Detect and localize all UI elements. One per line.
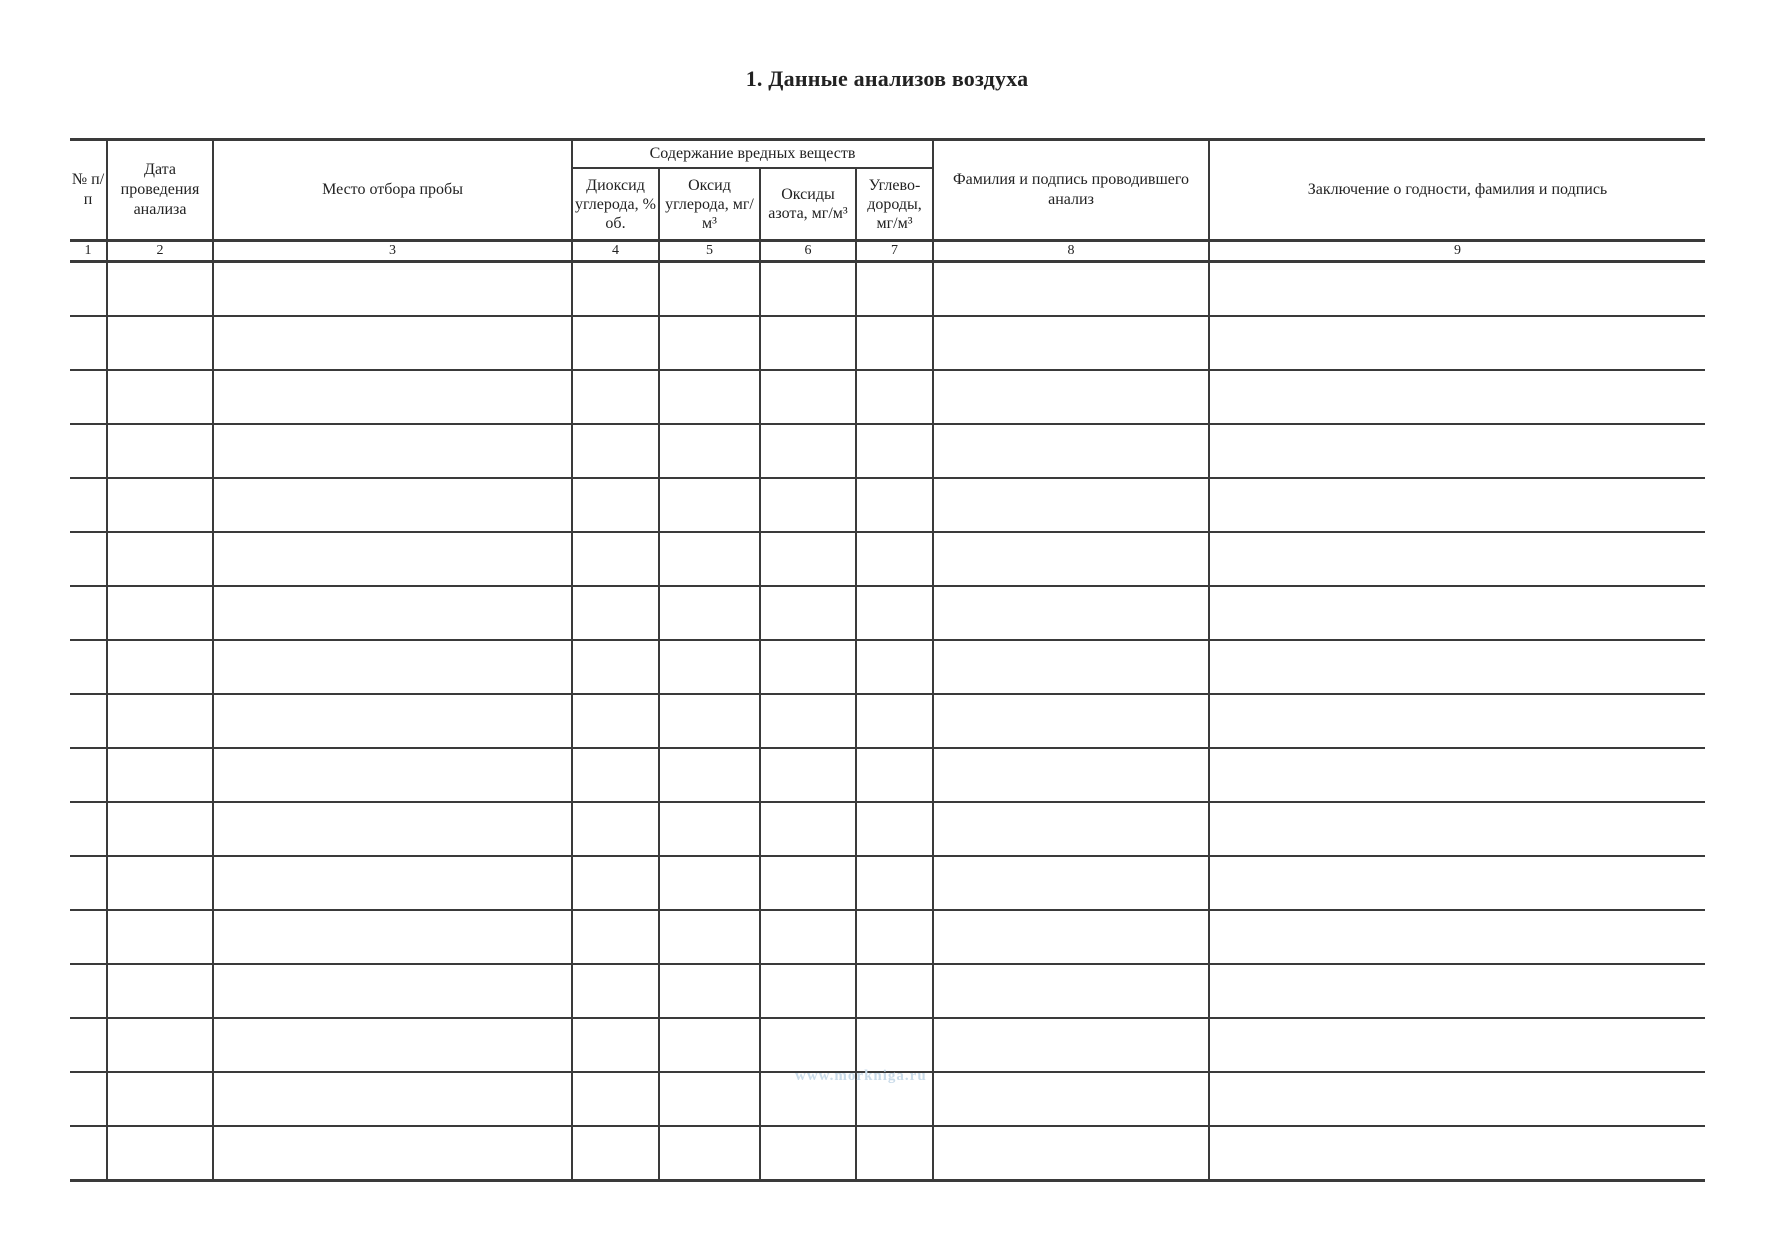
table-cell[interactable] (213, 370, 572, 424)
table-cell[interactable] (70, 856, 107, 910)
table-cell[interactable] (760, 640, 856, 694)
table-cell[interactable] (760, 1018, 856, 1072)
table-cell[interactable] (760, 370, 856, 424)
table-cell[interactable] (856, 532, 933, 586)
table-cell[interactable] (572, 424, 659, 478)
table-row (70, 1018, 1705, 1072)
table-cell[interactable] (572, 694, 659, 748)
table-cell[interactable] (70, 802, 107, 856)
table-cell[interactable] (933, 370, 1209, 424)
table-cell[interactable] (213, 262, 572, 317)
table-row (70, 316, 1705, 370)
header-hydrocarbons: Углево-дороды, мг/м³ (856, 168, 933, 241)
table-cell[interactable] (856, 478, 933, 532)
table-cell[interactable] (1209, 1072, 1705, 1126)
table-cell[interactable] (213, 1126, 572, 1181)
table-cell[interactable] (760, 1126, 856, 1181)
table-cell[interactable] (213, 964, 572, 1018)
table-cell[interactable] (856, 262, 933, 317)
column-number: 3 (213, 241, 572, 262)
table-cell[interactable] (572, 964, 659, 1018)
table-cell[interactable] (213, 586, 572, 640)
table-cell[interactable] (933, 532, 1209, 586)
table-cell[interactable] (107, 640, 213, 694)
table-row (70, 262, 1705, 317)
table-cell[interactable] (760, 802, 856, 856)
table-cell[interactable] (856, 316, 933, 370)
table-row (70, 694, 1705, 748)
table-cell[interactable] (933, 640, 1209, 694)
table-cell[interactable] (659, 964, 760, 1018)
table-row (70, 910, 1705, 964)
table-cell[interactable] (107, 856, 213, 910)
table-cell[interactable] (659, 424, 760, 478)
table-cell[interactable] (107, 910, 213, 964)
table-cell[interactable] (856, 1126, 933, 1181)
table-cell[interactable] (70, 1126, 107, 1181)
table-row (70, 802, 1705, 856)
column-number: 2 (107, 241, 213, 262)
table-cell[interactable] (856, 856, 933, 910)
table-row (70, 964, 1705, 1018)
table-row (70, 424, 1705, 478)
table-cell[interactable] (572, 316, 659, 370)
table-cell[interactable] (760, 532, 856, 586)
header-co: Оксид углерода, мг/м³ (659, 168, 760, 241)
table-cell[interactable] (933, 802, 1209, 856)
table-cell[interactable] (1209, 802, 1705, 856)
table-cell[interactable] (107, 478, 213, 532)
table-cell[interactable] (856, 964, 933, 1018)
table-cell[interactable] (70, 586, 107, 640)
table-cell[interactable] (572, 1018, 659, 1072)
table-cell[interactable] (1209, 964, 1705, 1018)
table-cell[interactable] (856, 424, 933, 478)
table-cell[interactable] (70, 478, 107, 532)
table-row (70, 370, 1705, 424)
table-cell[interactable] (760, 262, 856, 317)
table-row (70, 748, 1705, 802)
column-number: 6 (760, 241, 856, 262)
table-cell[interactable] (107, 802, 213, 856)
table-cell[interactable] (659, 586, 760, 640)
table-row (70, 640, 1705, 694)
header-harmful-substances: Содержание вредных веществ (572, 140, 933, 169)
table-cell[interactable] (70, 370, 107, 424)
table-cell[interactable] (572, 586, 659, 640)
table-cell[interactable] (107, 262, 213, 317)
table-cell[interactable] (70, 532, 107, 586)
table-cell[interactable] (760, 964, 856, 1018)
watermark: www.morkniga.ru (795, 1068, 927, 1084)
table-cell[interactable] (760, 586, 856, 640)
table-cell[interactable] (856, 370, 933, 424)
table-row (70, 856, 1705, 910)
table-cell[interactable] (659, 532, 760, 586)
table-cell[interactable] (1209, 586, 1705, 640)
table-cell[interactable] (107, 694, 213, 748)
table-cell[interactable] (760, 910, 856, 964)
table-cell[interactable] (213, 478, 572, 532)
table-cell[interactable] (933, 1072, 1209, 1126)
column-number: 8 (933, 241, 1209, 262)
column-number: 1 (70, 241, 107, 262)
column-number: 5 (659, 241, 760, 262)
table-cell[interactable] (659, 1018, 760, 1072)
table-cell[interactable] (572, 802, 659, 856)
table-cell[interactable] (213, 856, 572, 910)
table-cell[interactable] (572, 532, 659, 586)
table-cell[interactable] (760, 856, 856, 910)
header-nox: Оксиды азота, мг/м³ (760, 168, 856, 241)
table-cell[interactable] (572, 370, 659, 424)
table-cell[interactable] (572, 748, 659, 802)
table-cell[interactable] (933, 1126, 1209, 1181)
header-date: Дата проведения анализа (107, 140, 213, 241)
table-cell[interactable] (70, 910, 107, 964)
table-cell[interactable] (659, 802, 760, 856)
table-cell[interactable] (70, 1018, 107, 1072)
table-row (70, 1126, 1705, 1181)
table-cell[interactable] (856, 586, 933, 640)
table-cell[interactable] (107, 1126, 213, 1181)
table-cell[interactable] (856, 748, 933, 802)
table-cell[interactable] (933, 316, 1209, 370)
table-cell[interactable] (213, 532, 572, 586)
table-cell[interactable] (760, 694, 856, 748)
header-analyst: Фамилия и подпись проводившего анализ (933, 140, 1209, 241)
table-cell[interactable] (572, 1126, 659, 1181)
table-row (70, 478, 1705, 532)
page-title: 1. Данные анализов воздуха (745, 66, 1029, 91)
table-cell[interactable] (70, 694, 107, 748)
table-cell[interactable] (659, 370, 760, 424)
table-cell[interactable] (107, 748, 213, 802)
table-cell[interactable] (213, 316, 572, 370)
table-cell[interactable] (1209, 1126, 1705, 1181)
air-analysis-table (70, 138, 1705, 1182)
table-cell[interactable] (70, 640, 107, 694)
table-cell[interactable] (659, 640, 760, 694)
table-cell[interactable] (933, 1018, 1209, 1072)
table-cell[interactable] (659, 478, 760, 532)
table-cell[interactable] (1209, 640, 1705, 694)
table-cell[interactable] (933, 586, 1209, 640)
table-cell[interactable] (70, 424, 107, 478)
table-cell[interactable] (659, 856, 760, 910)
table-cell[interactable] (856, 1018, 933, 1072)
table-cell[interactable] (760, 424, 856, 478)
table-cell[interactable] (659, 694, 760, 748)
table-cell[interactable] (213, 910, 572, 964)
table-cell[interactable] (572, 910, 659, 964)
table-cell[interactable] (213, 748, 572, 802)
table-cell[interactable] (213, 1018, 572, 1072)
table-cell[interactable] (856, 802, 933, 856)
header-co2: Диоксид углерода, % об. (572, 168, 659, 241)
table-cell[interactable] (1209, 1018, 1705, 1072)
table-cell[interactable] (933, 262, 1209, 317)
table-cell[interactable] (856, 694, 933, 748)
table-cell[interactable] (856, 910, 933, 964)
table-cell[interactable] (1209, 262, 1705, 317)
table-cell[interactable] (107, 370, 213, 424)
table-cell[interactable] (107, 424, 213, 478)
table-cell[interactable] (572, 856, 659, 910)
table-cell[interactable] (933, 856, 1209, 910)
table-cell[interactable] (213, 694, 572, 748)
header-place: Место отбора пробы (213, 140, 572, 241)
table-cell[interactable] (856, 640, 933, 694)
table-cell[interactable] (760, 316, 856, 370)
table-cell[interactable] (933, 964, 1209, 1018)
table-cell[interactable] (659, 910, 760, 964)
table-cell[interactable] (1209, 694, 1705, 748)
table-cell[interactable] (70, 316, 107, 370)
table-cell[interactable] (933, 910, 1209, 964)
table-cell[interactable] (107, 1072, 213, 1126)
table-cell[interactable] (107, 532, 213, 586)
column-number: 4 (572, 241, 659, 262)
table-cell[interactable] (572, 478, 659, 532)
table-cell[interactable] (1209, 532, 1705, 586)
table-cell[interactable] (933, 478, 1209, 532)
table-cell[interactable] (659, 1126, 760, 1181)
table-row (70, 532, 1705, 586)
table-cell[interactable] (1209, 910, 1705, 964)
table-cell[interactable] (760, 748, 856, 802)
table-cell[interactable] (1209, 478, 1705, 532)
table-cell[interactable] (1209, 316, 1705, 370)
table-cell[interactable] (933, 424, 1209, 478)
table-cell[interactable] (572, 262, 659, 317)
table-cell[interactable] (1209, 748, 1705, 802)
column-number: 9 (1209, 241, 1705, 262)
table-cell[interactable] (933, 748, 1209, 802)
table-cell[interactable] (572, 640, 659, 694)
table-cell[interactable] (70, 748, 107, 802)
table-cell[interactable] (107, 316, 213, 370)
table-cell[interactable] (659, 748, 760, 802)
table-cell[interactable] (659, 262, 760, 317)
header-num: № п/п (70, 140, 107, 241)
table-cell[interactable] (213, 1072, 572, 1126)
table-cell[interactable] (213, 424, 572, 478)
table-cell[interactable] (107, 964, 213, 1018)
table-cell[interactable] (760, 478, 856, 532)
table-cell[interactable] (659, 1072, 760, 1126)
table-cell[interactable] (107, 1018, 213, 1072)
table-cell[interactable] (70, 1072, 107, 1126)
table-cell[interactable] (213, 640, 572, 694)
table-cell[interactable] (1209, 370, 1705, 424)
table-cell[interactable] (1209, 856, 1705, 910)
table-cell[interactable] (213, 802, 572, 856)
column-number: 7 (856, 241, 933, 262)
table-cell[interactable] (659, 316, 760, 370)
column-number-row (70, 241, 1705, 262)
table-body (70, 241, 1705, 1181)
table-cell[interactable] (70, 262, 107, 317)
table-row (70, 586, 1705, 640)
table-cell[interactable] (1209, 424, 1705, 478)
table-cell[interactable] (572, 1072, 659, 1126)
table-cell[interactable] (107, 586, 213, 640)
header-conclusion: Заключение о годности, фамилия и подпись (1209, 140, 1705, 241)
table-cell[interactable] (933, 694, 1209, 748)
table-cell[interactable] (70, 964, 107, 1018)
